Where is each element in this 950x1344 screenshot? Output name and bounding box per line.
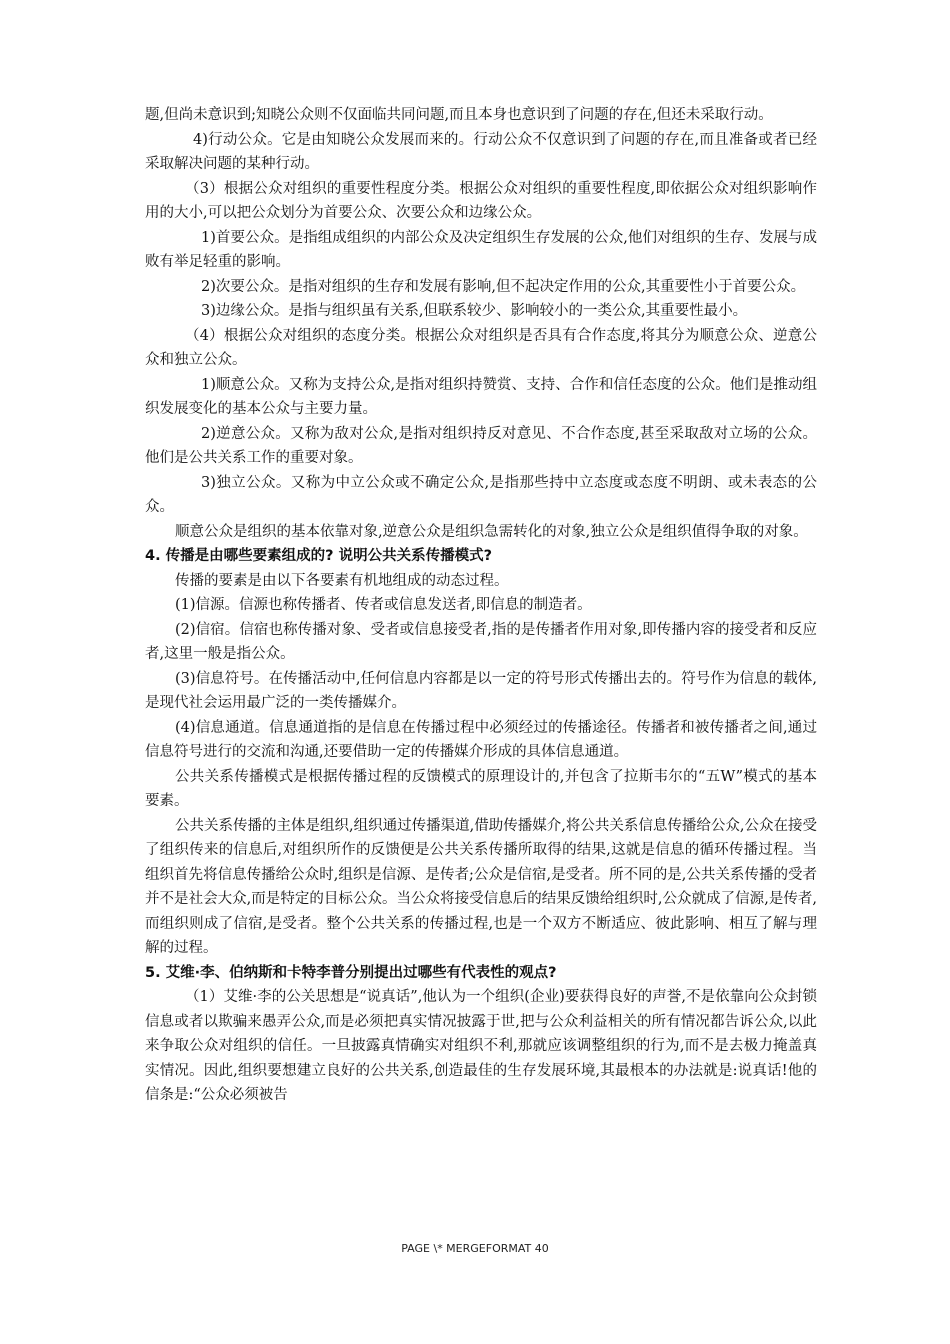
paragraph-ivy-lee: （1）艾维·李的公关思想是“说真话”,他认为一个组织(企业)要获得良好的声誉,不是依靠向公众封锁信息或者以欺骗来愚弄公众,而是必须把真实情况披露于世,把与公众利益相关的所有情况都告诉公众,以此来争取公众对组织的信任。一旦披露真情确实对组织不利,那就应该调整组织的行为,而不是去极力掩盖真实情况。因此,组织要想建立良好的公共关系,创造最佳的生存发展环境,其最根本的办法就是:说真话!他的信条是:“公众必须被告 [145,989,817,1103]
paragraph-independent-public: 3)独立公众。又称为中立公众或不确定公众,是指那些持中立态度或态度不明朗、或未表态的公众。 [145,474,817,515]
paragraph-primary-public: 1)首要公众。是指组成组织的内部公众及决定组织生存发展的公众,他们对组织的生存、发展与成败有举足轻重的影响。 [145,229,817,270]
question-heading-4: 4. 传播是由哪些要素组成的? 说明公共关系传播模式? [145,548,493,564]
paragraph-favorable-public: 1)顺意公众。又称为支持公众,是指对组织持赞赏、支持、合作和信任态度的公众。他们是推动组织发展变化的基本公众与主要力量。 [145,376,817,417]
document-body [145,103,817,1108]
paragraph-receiver: (2)信宿。信宿也称传播对象、受者或信息接受者,指的是传播者作用对象,即传播内容的接受者和反应者,这里一般是指公众。 [145,621,817,662]
paragraph-pr-process: 公共关系传播的主体是组织,组织通过传播渠道,借助传播媒介,将公共关系信息传播给公众,公众在接受了组织传来的信息后,对组织所作的反馈便是公共关系传播所取得的结果,这就是信息的循环传播过程。当组织首先将信息传播给公众时,组织是信源、是传者;公众是信宿,是受者。所不同的是,公共关系传播的受者并不是社会大众,而是特定的目标公众。当公众将接受信息后的结果反馈给组织时,公众就成了信源,是传者,而组织则成了信宿,是受者。整个公共关系的传播过程,也是一个双方不断适应、彼此影响、相互了解与理解的过程。 [145,817,817,956]
paragraph-public-summary: 顺意公众是组织的基本依靠对象,逆意公众是组织急需转化的对象,独立公众是组织值得争取的对象。 [175,523,808,540]
paragraph-communication-elements: 传播的要素是由以下各要素有机地组成的动态过程。 [175,572,509,589]
paragraph-hostile-public: 2)逆意公众。又称为敌对公众,是指对组织持反对意见、不合作态度,甚至采取敌对立场的公众。他们是公共关系工作的重要对象。 [145,425,817,466]
paragraph-symbols: (3)信息符号。在传播活动中,任何信息内容都是以一定的符号形式传播出去的。符号作为信息的载体,是现代社会运用最广泛的一类传播媒介。 [145,670,817,711]
paragraph-channel: (4)信息通道。信息通道指的是信息在传播过程中必须经过的传播途径。传播者和被传播者之间,通过信息符号进行的交流和沟通,还要借助一定的传播媒介形成的具体信息通道。 [145,719,817,760]
page-footer: PAGE \* MERGEFORMAT 40 [401,1242,549,1255]
paragraph-source: (1)信源。信源也称传播者、传者或信息发送者,即信息的制造者。 [175,597,592,613]
paragraph-attitude-classification: （4）根据公众对组织的态度分类。根据公众对组织是否具有合作态度,将其分为顺意公众、逆意公众和独立公众。 [145,327,817,368]
paragraph-action-public: 4)行动公众。它是由知晓公众发展而来的。行动公众不仅意识到了问题的存在,而且准备或者已经采取解决问题的某种行动。 [145,131,817,172]
paragraph-importance-classification: （3）根据公众对组织的重要性程度分类。根据公众对组织的重要性程度,即依据公众对组织影响作用的大小,可以把公众划分为首要公众、次要公众和边缘公众。 [145,180,817,221]
paragraph-secondary-public: 2)次要公众。是指对组织的生存和发展有影响,但不起决定作用的公众,其重要性小于首要公众。 [201,278,806,295]
question-heading-5: 5. 艾维·李、伯纳斯和卡特李普分别提出过哪些有代表性的观点? [145,964,557,981]
paragraph-pr-model: 公共关系传播模式是根据传播过程的反馈模式的原理设计的,并包含了拉斯韦尔的“五W”模式的基本要素。 [145,768,817,809]
paragraph-marginal-public: 3)边缘公众。是指与组织虽有关系,但联系较少、影响较小的一类公众,其重要性最小。 [201,303,748,319]
paragraph-continuation: 题,但尚未意识到;知晓公众则不仅面临共同问题,而且本身也意识到了问题的存在,但还未采取行动。 [145,107,773,123]
